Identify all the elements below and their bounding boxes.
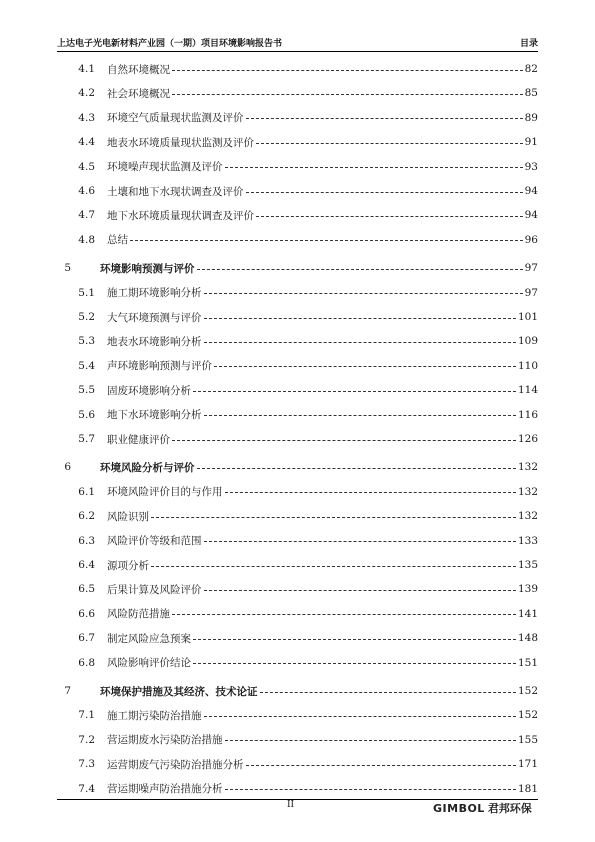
toc-entry-number: 4.6 bbox=[78, 185, 95, 197]
toc-entry-title: 制定风险应急预案 bbox=[107, 632, 191, 645]
toc-entry[interactable] bbox=[57, 285, 538, 301]
logo-cjk-name: 君邦环保 bbox=[487, 802, 532, 815]
toc-entry-number: 4.3 bbox=[78, 111, 95, 124]
toc-entry-title: 自然环境概况 bbox=[107, 63, 170, 76]
toc-entry-page: 132 bbox=[517, 510, 538, 523]
header-divider bbox=[57, 51, 538, 52]
toc-entry-page: 93 bbox=[524, 160, 538, 173]
toc-entry-title: 风险识别 bbox=[107, 510, 149, 523]
toc-chapter-entry[interactable] bbox=[57, 260, 538, 276]
toc-entry-number: 7.1 bbox=[78, 709, 95, 722]
toc-entry-number: 4.5 bbox=[78, 160, 95, 173]
toc-entry-page: 94 bbox=[524, 185, 538, 197]
toc-entry[interactable] bbox=[57, 333, 538, 349]
toc-entry[interactable] bbox=[57, 557, 538, 573]
toc-entry[interactable] bbox=[57, 756, 538, 772]
toc-entry[interactable] bbox=[57, 431, 538, 447]
toc-entry[interactable] bbox=[57, 407, 538, 423]
toc-entry-page: 126 bbox=[517, 433, 538, 445]
toc-entry-page: 141 bbox=[517, 607, 538, 620]
toc-entry[interactable] bbox=[57, 533, 538, 549]
toc-entry[interactable] bbox=[57, 484, 538, 500]
toc-dot-leader bbox=[204, 716, 516, 717]
toc-entry[interactable] bbox=[57, 183, 538, 199]
toc-dot-leader bbox=[214, 366, 516, 367]
footer-divider bbox=[57, 799, 538, 800]
toc-entry-number: 4.2 bbox=[78, 87, 95, 100]
toc-entry-number: 6.7 bbox=[78, 632, 95, 645]
toc-entry-page: 101 bbox=[517, 311, 538, 323]
toc-entry-page: 135 bbox=[517, 559, 538, 571]
toc-entry[interactable] bbox=[57, 159, 538, 175]
toc-entry-title: 环境噪声现状监测及评价 bbox=[107, 161, 223, 174]
toc-entry-number: 6.8 bbox=[78, 656, 95, 669]
toc-entry[interactable] bbox=[57, 207, 538, 223]
toc-entry[interactable] bbox=[57, 61, 538, 77]
toc-entry-title: 职业健康评价 bbox=[107, 433, 170, 446]
toc-entry-title: 声环境影响预测与评价 bbox=[107, 360, 212, 373]
toc-entry-number: 5.7 bbox=[78, 433, 95, 445]
document-title: 上达电子光电新材料产业园（一期）项目环境影响报告书 bbox=[57, 39, 283, 49]
toc-entry-page: 85 bbox=[524, 87, 538, 100]
toc-entry-title: 土壤和地下水现状调查及评价 bbox=[107, 185, 244, 198]
toc-entry-page: 114 bbox=[517, 384, 538, 397]
toc-entry-page: 132 bbox=[517, 461, 538, 474]
toc-entry-number: 6.4 bbox=[78, 559, 95, 571]
toc-entry-number: 7.4 bbox=[78, 782, 95, 795]
page-number: II bbox=[287, 800, 295, 810]
toc-entry[interactable] bbox=[57, 707, 538, 723]
toc-entry-page: 116 bbox=[517, 408, 538, 421]
toc-dot-leader bbox=[193, 639, 516, 640]
toc-entry-title: 后果计算及风险评价 bbox=[107, 583, 202, 596]
toc-dot-leader bbox=[204, 318, 516, 319]
toc-entry-page: 151 bbox=[517, 656, 538, 669]
toc-entry[interactable] bbox=[57, 85, 538, 101]
toc-entry-page: 171 bbox=[517, 758, 538, 771]
toc-dot-leader bbox=[204, 541, 516, 542]
toc-entry-title: 环境影响预测与评价 bbox=[100, 262, 195, 275]
toc-dot-leader bbox=[172, 70, 523, 71]
toc-dot-leader bbox=[151, 517, 516, 518]
toc-entry-page: 96 bbox=[524, 233, 538, 246]
toc-entry[interactable] bbox=[57, 732, 538, 748]
toc-entry-title: 源项分析 bbox=[107, 559, 149, 572]
toc-entry-page: 91 bbox=[524, 136, 538, 149]
toc-entry-title: 固废环境影响分析 bbox=[107, 384, 191, 397]
toc-entry-number: 4.8 bbox=[78, 233, 95, 246]
toc-entry-number: 5.2 bbox=[78, 311, 95, 323]
toc-entry[interactable] bbox=[57, 382, 538, 398]
toc-entry[interactable] bbox=[57, 606, 538, 622]
toc-entry-title: 风险评价等级和范围 bbox=[107, 535, 202, 548]
toc-entry-page: 132 bbox=[517, 485, 538, 498]
toc-entry-page: 148 bbox=[517, 632, 538, 645]
toc-dot-leader bbox=[204, 293, 523, 294]
toc-dot-leader bbox=[256, 143, 523, 144]
toc-entry-number: 5.6 bbox=[78, 408, 95, 421]
toc-dot-leader bbox=[225, 789, 516, 790]
toc-entry-page: 152 bbox=[517, 685, 538, 697]
company-logo bbox=[433, 801, 532, 815]
toc-entry-number: 5.4 bbox=[78, 359, 95, 372]
toc-entry-page: 89 bbox=[524, 111, 538, 124]
toc-dot-leader bbox=[246, 192, 523, 193]
toc-dot-leader bbox=[172, 440, 516, 441]
toc-entry-title: 地下水环境影响分析 bbox=[107, 409, 202, 422]
toc-dot-leader bbox=[225, 167, 523, 168]
toc-entry-page: 155 bbox=[517, 733, 538, 746]
toc-dot-leader bbox=[225, 740, 516, 741]
toc-dot-leader bbox=[193, 391, 516, 392]
toc-entry[interactable] bbox=[57, 508, 538, 524]
toc-entry[interactable] bbox=[57, 655, 538, 671]
logo-wordmark: GIMBOL bbox=[433, 801, 485, 815]
toc-entry-number: 4.1 bbox=[78, 63, 95, 75]
page-header bbox=[57, 36, 538, 50]
toc-entry-title: 环境空气质量现状监测及评价 bbox=[107, 112, 244, 125]
toc-entry-number: 7 bbox=[64, 685, 71, 697]
toc-entry-page: 139 bbox=[517, 583, 538, 596]
toc-dot-leader bbox=[193, 663, 516, 664]
toc-entry-number: 7.3 bbox=[78, 758, 95, 771]
toc-entry-title: 环境保护措施及其经济、技术论证 bbox=[100, 685, 258, 698]
toc-entry-number: 6.1 bbox=[78, 485, 95, 498]
toc-entry-number: 6.6 bbox=[78, 607, 95, 620]
toc-entry-page: 110 bbox=[517, 359, 538, 372]
toc-entry[interactable] bbox=[57, 134, 538, 150]
toc-entry-number: 7.2 bbox=[78, 733, 95, 746]
toc-entry-number: 6.2 bbox=[78, 510, 95, 523]
toc-chapter-entry[interactable] bbox=[57, 459, 538, 475]
toc-entry-number: 6 bbox=[64, 461, 71, 474]
toc-entry[interactable] bbox=[57, 630, 538, 646]
toc-entry-title: 总结 bbox=[107, 234, 128, 247]
toc-entry-title: 环境风险评价目的与作用 bbox=[107, 486, 223, 499]
toc-entry-page: 152 bbox=[517, 709, 538, 722]
toc-entry-title: 地下水环境质量现状调查及评价 bbox=[107, 209, 254, 222]
toc-entry-title: 地表水环境质量现状监测及评价 bbox=[107, 136, 254, 149]
toc-dot-leader bbox=[204, 342, 516, 343]
toc-entry-page: 133 bbox=[517, 534, 538, 547]
toc-dot-leader bbox=[225, 492, 516, 493]
toc-entry-number: 5.5 bbox=[78, 384, 95, 397]
toc-entry-title: 大气环境预测与评价 bbox=[107, 311, 202, 324]
toc-entry-number: 4.7 bbox=[78, 209, 95, 222]
toc-dot-leader bbox=[197, 468, 516, 469]
toc-entry-number: 4.4 bbox=[78, 136, 95, 149]
toc-entry[interactable] bbox=[57, 581, 538, 597]
toc-entry-number: 5 bbox=[64, 262, 71, 275]
toc-dot-leader bbox=[204, 590, 516, 591]
toc-entry[interactable] bbox=[57, 309, 538, 325]
section-label: 目录 bbox=[519, 39, 538, 49]
toc-dot-leader bbox=[197, 269, 523, 270]
toc-entry-page: 94 bbox=[524, 209, 538, 222]
toc-dot-leader bbox=[172, 94, 523, 95]
toc-entry[interactable] bbox=[57, 232, 538, 248]
toc-dot-leader bbox=[151, 566, 516, 567]
toc-entry-page: 97 bbox=[524, 262, 538, 275]
toc-entry-page: 97 bbox=[524, 286, 538, 299]
toc-entry-number: 6.3 bbox=[78, 534, 95, 547]
toc-dot-leader bbox=[172, 614, 516, 615]
toc-entry-title: 环境风险分析与评价 bbox=[100, 461, 195, 474]
toc-entry-title: 社会环境概况 bbox=[107, 87, 170, 100]
toc-entry[interactable] bbox=[57, 110, 538, 126]
toc-dot-leader bbox=[260, 692, 516, 693]
toc-dot-leader bbox=[130, 240, 523, 241]
toc-entry-title: 风险防范措施 bbox=[107, 608, 170, 621]
toc-entry[interactable] bbox=[57, 781, 538, 797]
toc-entry-title: 运营期废气污染防治措施分析 bbox=[107, 758, 244, 771]
toc-entry-title: 地表水环境影响分析 bbox=[107, 335, 202, 348]
toc-entry-page: 181 bbox=[517, 782, 538, 795]
toc-entry-title: 施工期环境影响分析 bbox=[107, 287, 202, 300]
toc-entry-number: 6.5 bbox=[78, 583, 95, 596]
toc-entry-title: 营运期废水污染防治措施 bbox=[107, 734, 223, 747]
toc-entry-number: 5.1 bbox=[78, 286, 95, 299]
toc-entry-page: 82 bbox=[524, 63, 538, 75]
toc-dot-leader bbox=[204, 415, 516, 416]
toc-entry-number: 5.3 bbox=[78, 335, 95, 348]
toc-entry-title: 营运期噪声防治措施分析 bbox=[107, 783, 223, 796]
toc-dot-leader bbox=[246, 765, 516, 766]
toc-entry[interactable] bbox=[57, 358, 538, 374]
toc-chapter-entry[interactable] bbox=[57, 683, 538, 699]
toc-dot-leader bbox=[246, 118, 523, 119]
toc-entry-title: 施工期污染防治措施 bbox=[107, 709, 202, 722]
toc-dot-leader bbox=[256, 216, 523, 217]
toc-entry-page: 109 bbox=[517, 335, 538, 348]
toc-entry-title: 风险影响评价结论 bbox=[107, 657, 191, 670]
